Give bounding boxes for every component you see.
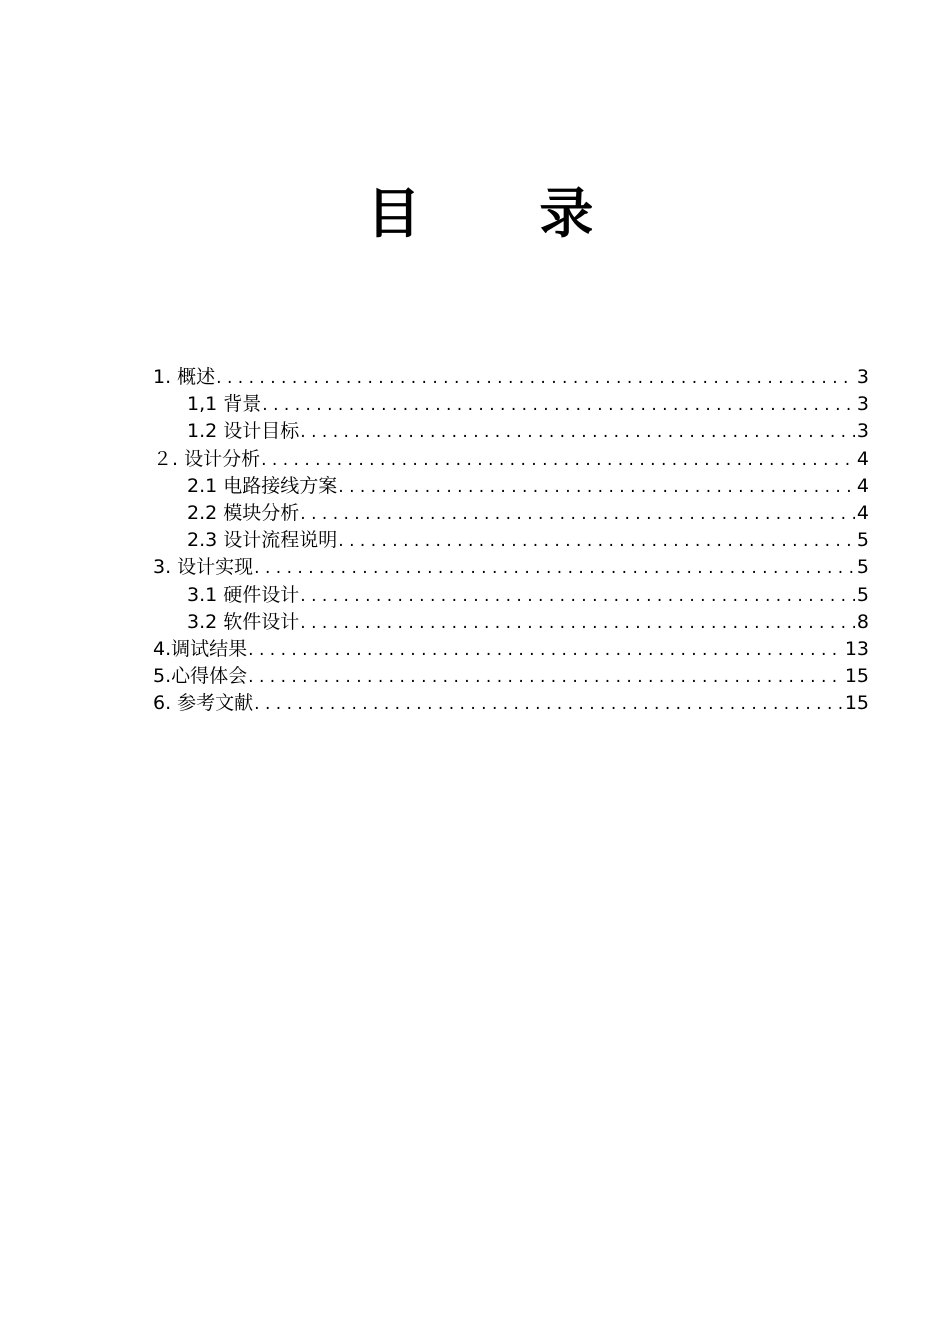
toc-entry-label: 3. 设计实现 <box>153 554 254 581</box>
toc-entry-label: 6. 参考文献 <box>153 690 254 717</box>
toc-dot-leader <box>262 392 855 418</box>
toc-entry-reflections[interactable] <box>153 663 869 690</box>
page-title: 目 录 <box>366 181 644 245</box>
toc-dot-leader <box>248 637 843 663</box>
toc-dot-leader <box>248 664 843 690</box>
toc-entry-debug-results[interactable] <box>153 636 869 663</box>
toc-entry-design-goals[interactable] <box>153 418 869 445</box>
toc-entry-module-analysis[interactable] <box>153 500 869 527</box>
toc-entry-label: 4.调试结果 <box>153 636 248 663</box>
toc-entry-page: 15 <box>843 690 869 717</box>
toc-entry-design-analysis[interactable] <box>153 446 869 473</box>
toc-dot-leader <box>254 691 843 717</box>
toc-entry-hardware-design[interactable] <box>153 582 869 609</box>
toc-entry-page: 4 <box>855 500 869 527</box>
toc-entry-label: 1,1 背景 <box>187 391 262 418</box>
toc-entry-label: ２. 设计分析 <box>153 446 261 473</box>
toc-entry-page: 5 <box>855 582 869 609</box>
toc-entry-page: 13 <box>843 636 869 663</box>
toc-dot-leader <box>254 555 855 581</box>
toc-dot-leader <box>300 610 855 636</box>
toc-entry-label: 2.3 设计流程说明 <box>187 527 338 554</box>
toc-entry-overview[interactable] <box>153 364 869 391</box>
toc-entry-label: 3.2 软件设计 <box>187 609 300 636</box>
toc-dot-leader <box>216 365 855 391</box>
toc-entry-label: 5.心得体会 <box>153 663 248 690</box>
toc-entry-circuit-wiring[interactable] <box>153 473 869 500</box>
toc-entry-page: 4 <box>855 473 869 500</box>
toc-entry-page: 4 <box>855 446 869 473</box>
toc-entry-page: 3 <box>855 391 869 418</box>
toc-dot-leader <box>300 583 855 609</box>
table-of-contents <box>153 364 869 717</box>
toc-dot-leader <box>338 474 855 500</box>
toc-entry-label: 2.1 电路接线方案 <box>187 473 338 500</box>
toc-entry-page: 3 <box>855 418 869 445</box>
toc-entry-page: 3 <box>855 364 869 391</box>
toc-dot-leader <box>300 419 855 445</box>
toc-entry-label: 3.1 硬件设计 <box>187 582 300 609</box>
toc-entry-page: 8 <box>855 609 869 636</box>
toc-entry-label: 1. 概述 <box>153 364 216 391</box>
toc-entry-page: 15 <box>843 663 869 690</box>
toc-dot-leader <box>300 501 855 527</box>
toc-entry-design-implementation[interactable] <box>153 554 869 581</box>
toc-dot-leader <box>261 447 855 473</box>
toc-entry-label: 1.2 设计目标 <box>187 418 300 445</box>
toc-entry-page: 5 <box>855 527 869 554</box>
toc-entry-label: 2.2 模块分析 <box>187 500 300 527</box>
toc-entry-design-flow[interactable] <box>153 527 869 554</box>
toc-entry-page: 5 <box>855 554 869 581</box>
toc-entry-references[interactable] <box>153 690 869 717</box>
toc-entry-software-design[interactable] <box>153 609 869 636</box>
toc-entry-background[interactable] <box>153 391 869 418</box>
toc-dot-leader <box>338 528 855 554</box>
